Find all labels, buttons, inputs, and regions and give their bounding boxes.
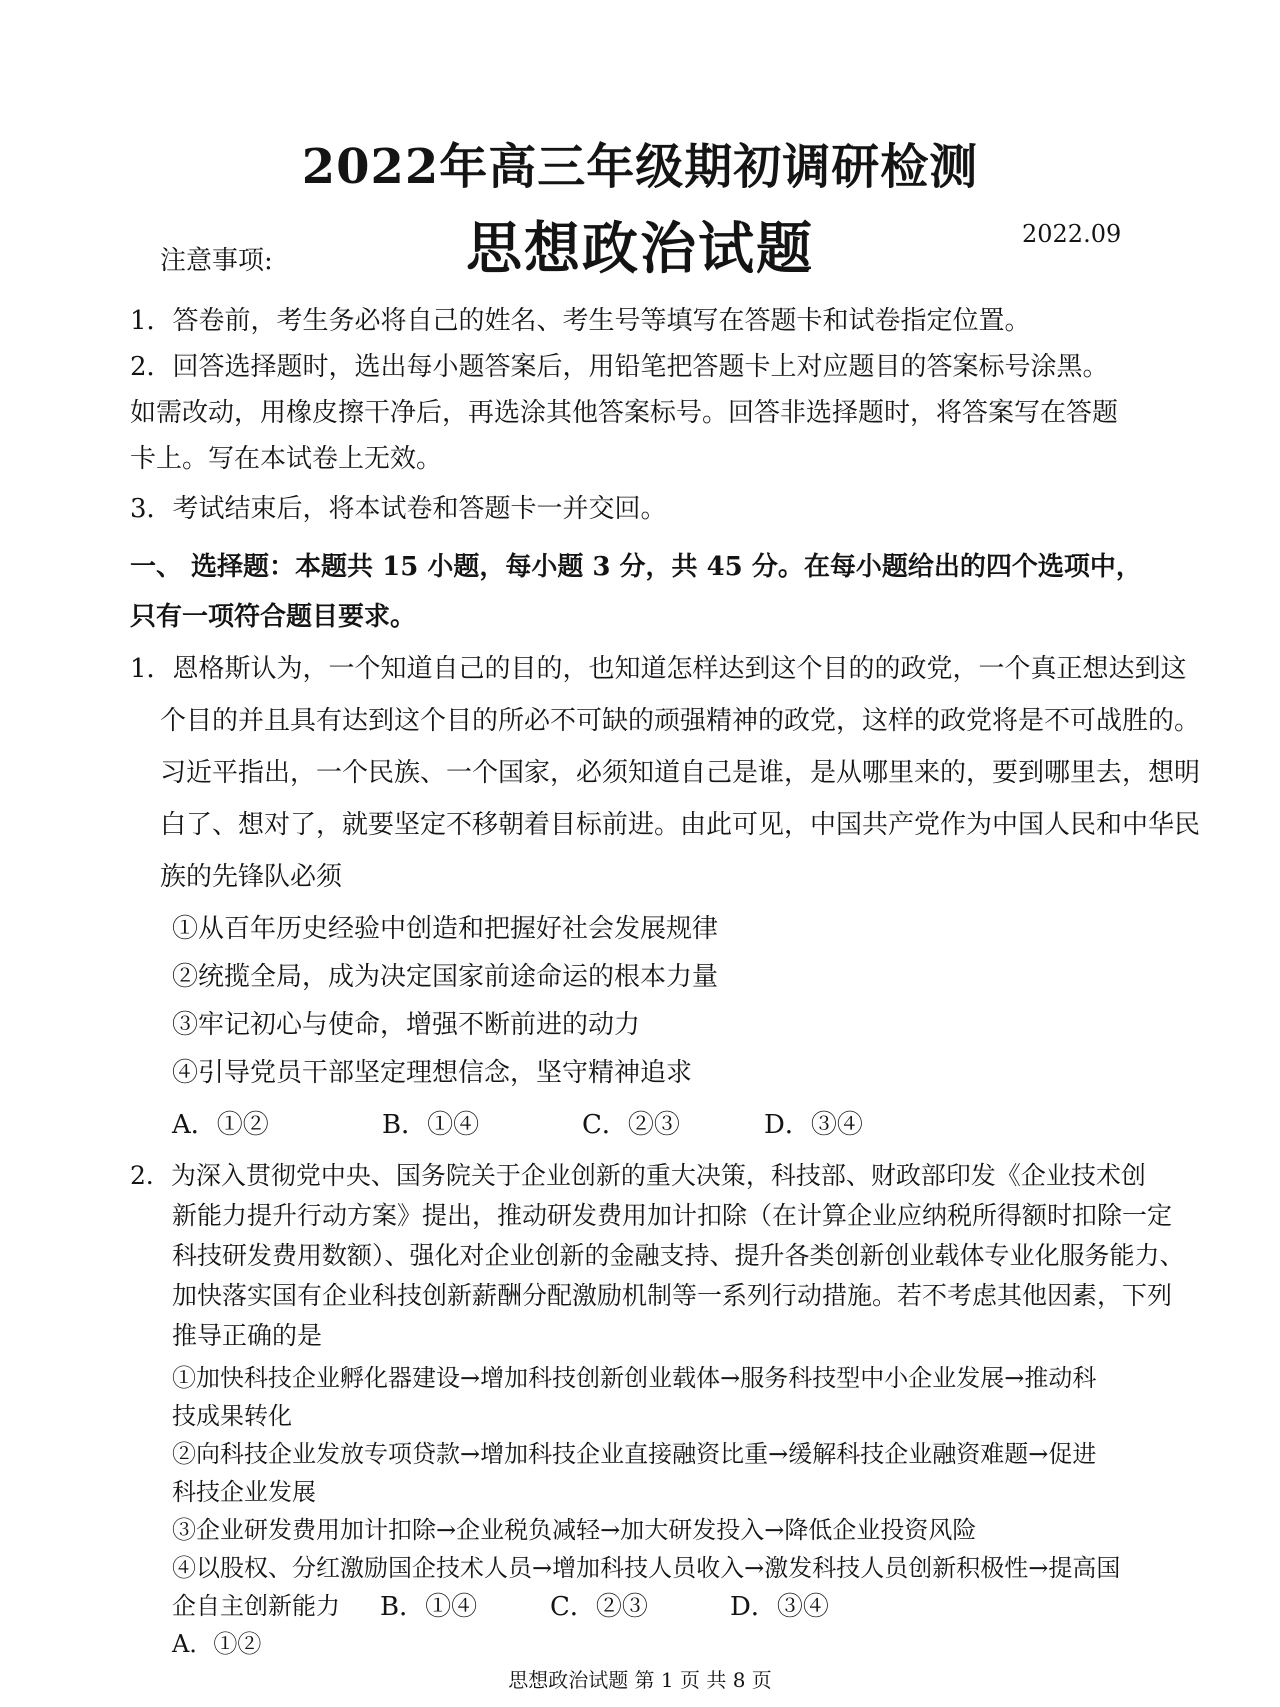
q1-stem-line: 1．恩格斯认为，一个知道自己的目的，也知道怎样达到这个目的的政党，一个真正想达到这 <box>130 654 1187 684</box>
q2-stem-line: 加快落实国有企业科技创新薪酬分配激励机制等一系列行动措施。若不考虑其他因素，下列 <box>172 1281 1173 1310</box>
q2-stem-line: 科技研发费用数额）、强化对企业创新的金融支持、提升各类创新创业载体专业化服务能力、 <box>172 1241 1185 1270</box>
notice-item: 如需改动，用橡皮擦干净后，再选涂其他答案标号。回答非选择题时，将答案写在答题 <box>130 398 1119 428</box>
section-heading-line2: 只有一项符合题目要求。 <box>130 602 417 632</box>
q1-choice-b: B．①④ <box>382 1110 480 1140</box>
notice-item: 卡上。写在本试卷上无效。 <box>130 444 443 474</box>
q2-option-3: ③企业研发费用加计扣除→企业税负减轻→加大研发投入→降低企业投资风险 <box>172 1516 977 1544</box>
q2-choice-a: A．①② <box>172 1630 262 1658</box>
q2-option-2: ②向科技企业发放专项贷款→增加科技企业直接融资比重→缓解科技企业融资难题→促进 <box>172 1440 1097 1468</box>
q1-option-2: ②统揽全局，成为决定国家前途命运的根本力量 <box>172 962 719 992</box>
q1-stem-line: 白了、想对了，就要坚定不移朝着目标前进。由此可见，中国共产党作为中国人民和中华民 <box>160 810 1201 840</box>
exam-date: 2022.09 <box>1022 220 1122 248</box>
q1-choice-d: D．③④ <box>764 1110 863 1140</box>
q2-option-4: ④以股权、分红激励国企技术人员→增加科技人员收入→激发科技人员创新积极性→提高国 <box>172 1554 1121 1582</box>
q1-choice-a: A．①② <box>172 1110 269 1140</box>
q2-option-1-cont: 技成果转化 <box>172 1402 292 1430</box>
q2-option-2-cont: 科技企业发展 <box>172 1478 316 1506</box>
q2-stem-line: 推导正确的是 <box>172 1321 323 1350</box>
q1-stem-line: 习近平指出，一个民族、一个国家，必须知道自己是谁，是从哪里来的，要到哪里去，想明 <box>160 758 1201 788</box>
q2-option-4-cont: 企自主创新能力 <box>172 1592 340 1620</box>
notice-item: 1．答卷前，考生务必将自己的姓名、考生号等填写在答题卡和试卷指定位置。 <box>130 306 1031 336</box>
notice-item: 3．考试结束后，将本试卷和答题卡一并交回。 <box>130 494 667 524</box>
exam-subtitle: 思想政治试题 <box>466 216 814 282</box>
notice-item: 2．回答选择题时，选出每小题答案后，用铅笔把答题卡上对应题目的答案标号涂黑。 <box>130 352 1109 382</box>
q1-option-1: ①从百年历史经验中创造和把握好社会发展规律 <box>172 914 719 944</box>
page-footer: 思想政治试题 第 1 页 共 8 页 <box>508 1668 772 1692</box>
notice-heading: 注意事项: <box>160 246 273 276</box>
exam-title: 2022年高三年级期初调研检测 <box>301 139 979 195</box>
q1-option-4: ④引导党员干部坚定理想信念，坚守精神追求 <box>172 1058 693 1088</box>
q2-option-1: ①加快科技企业孵化器建设→增加科技创新创业载体→服务科技型中小企业发展→推动科 <box>172 1364 1097 1392</box>
section-heading-line1: 一、 选择题：本题共 15 小题，每小题 3 分，共 45 分。在每小题给出的四个选项中， <box>130 552 1142 582</box>
q2-choice-c: C．②③ <box>550 1592 648 1622</box>
q1-stem-line: 族的先锋队必须 <box>160 862 343 892</box>
q2-choice-b: B．①④ <box>380 1592 478 1622</box>
q1-choice-c: C．②③ <box>582 1110 680 1140</box>
q1-option-3: ③牢记初心与使命，增强不断前进的动力 <box>172 1010 641 1040</box>
q2-stem-line: 新能力提升行动方案》提出，推动研发费用加计扣除（在计算企业应纳税所得额时扣除一定 <box>172 1201 1173 1230</box>
q1-stem-line: 个目的并且具有达到这个目的所必不可缺的顽强精神的政党，这样的政党将是不可战胜的。 <box>160 706 1201 736</box>
q2-choice-d: D．③④ <box>730 1592 829 1622</box>
q2-stem-line: 2．为深入贯彻党中央、国务院关于企业创新的重大决策，科技部、财政部印发《企业技术创 <box>130 1161 1146 1190</box>
